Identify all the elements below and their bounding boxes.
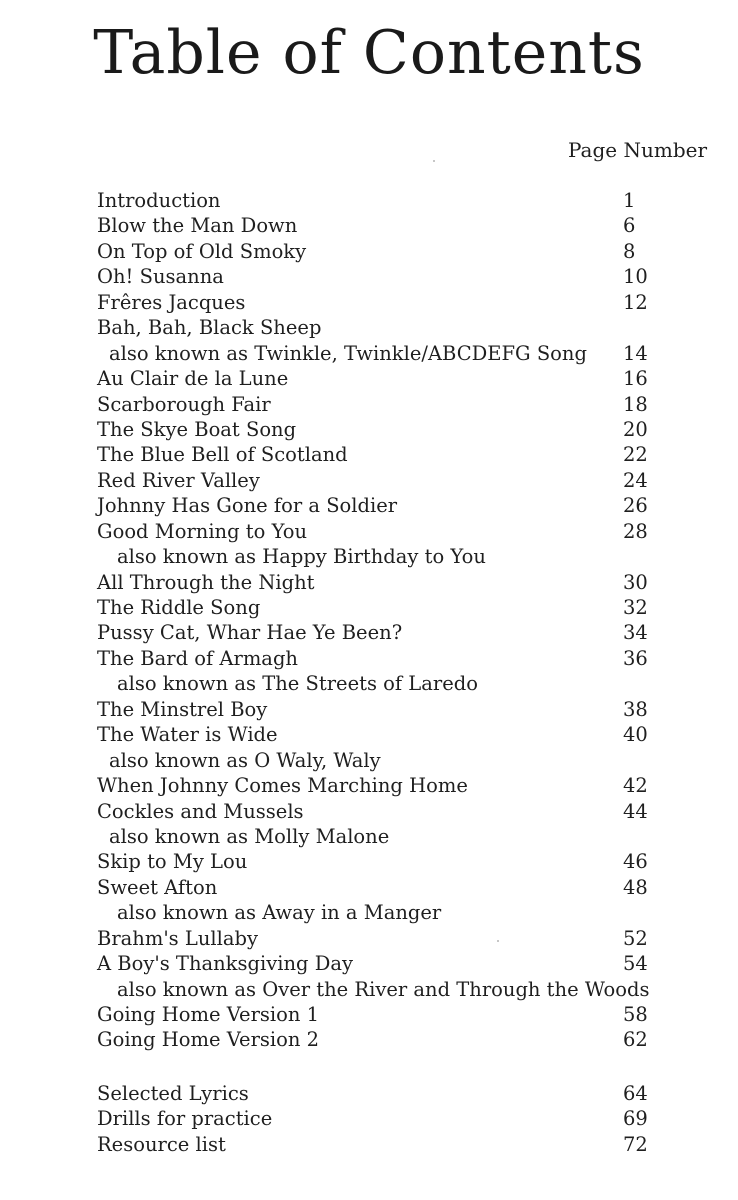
toc-entry — [97, 1081, 657, 1106]
toc-subentry — [97, 824, 657, 849]
toc-subentry — [97, 900, 657, 925]
toc-entry — [97, 366, 657, 391]
entry-title: also known as Over the River and Through the Woods — [117, 977, 650, 1001]
entry-page-number: 62 — [623, 1028, 648, 1052]
entry-title: The Water is Wide — [97, 723, 278, 747]
contents-list — [97, 188, 657, 1053]
entry-title: Going Home Version 2 — [97, 1028, 320, 1052]
toc-subentry — [97, 341, 657, 366]
toc-entry — [97, 468, 657, 493]
entry-page-number: 32 — [623, 596, 648, 619]
toc-entry — [97, 773, 657, 798]
entry-page-number: 28 — [623, 519, 648, 543]
entry-page-number: 40 — [623, 723, 648, 747]
toc-entry — [97, 493, 657, 518]
entry-title: Skip to My Lou — [97, 850, 248, 874]
entry-page-number: 24 — [623, 468, 648, 492]
toc-entry — [97, 264, 657, 289]
toc-entry — [97, 620, 657, 645]
entry-title: Drills for practice — [97, 1107, 273, 1131]
toc-entry — [97, 926, 657, 951]
entry-title: Selected Lyrics — [97, 1082, 249, 1105]
entry-page-number: 1 — [623, 189, 636, 212]
entry-title: Au Clair de la Lune — [97, 367, 289, 391]
paper-speck — [497, 940, 499, 942]
entry-title: Bah, Bah, Black Sheep — [97, 316, 322, 340]
entry-page-number: 72 — [623, 1132, 648, 1156]
toc-entry — [97, 722, 657, 747]
entry-title: Resource list — [97, 1132, 226, 1156]
entry-title: On Top of Old Smoky — [97, 239, 307, 263]
entry-page-number: 16 — [623, 367, 648, 391]
entry-page-number: 48 — [623, 875, 648, 899]
toc-entry — [97, 188, 657, 213]
entry-page-number: 38 — [623, 697, 648, 721]
entry-title: Introduction — [97, 189, 221, 212]
entry-page-number: 46 — [623, 850, 648, 874]
entry-page-number: 34 — [623, 621, 648, 645]
entry-page-number: 42 — [623, 774, 648, 798]
entry-page-number: 12 — [623, 290, 648, 314]
toc-entry — [97, 875, 657, 900]
page-title: Table of Contents — [93, 18, 645, 88]
page-number-column-header: Page Number — [568, 138, 708, 162]
toc-entry — [97, 290, 657, 315]
entry-page-number: 22 — [623, 443, 648, 467]
entry-title: Blow the Man Down — [97, 214, 298, 238]
paper-speck — [433, 160, 435, 162]
entry-title: also known as Twinkle, Twinkle/ABCDEFG Song — [109, 341, 587, 365]
entry-page-number: 8 — [623, 239, 636, 263]
toc-subentry — [97, 977, 657, 1002]
entry-title: Pussy Cat, Whar Hae Ye Been? — [97, 621, 403, 645]
toc-entry — [97, 417, 657, 442]
entry-page-number: 6 — [623, 214, 636, 238]
entry-title: also known as Molly Malone — [109, 824, 390, 848]
entry-title: The Minstrel Boy — [97, 697, 268, 721]
entry-page-number: 58 — [623, 1003, 648, 1026]
entry-title: Going Home Version 1 — [97, 1003, 320, 1026]
toc-entry — [97, 799, 657, 824]
entry-page-number: 26 — [623, 494, 648, 518]
entry-title: also known as O Waly, Waly — [109, 748, 381, 772]
entry-title: Scarborough Fair — [97, 392, 271, 416]
entry-page-number: 36 — [623, 646, 648, 670]
entry-page-number: 20 — [623, 417, 648, 441]
toc-entry — [97, 213, 657, 238]
entry-title: also known as The Streets of Laredo — [117, 672, 478, 696]
toc-entry — [97, 849, 657, 874]
entry-title: The Riddle Song — [97, 596, 261, 619]
appendix-list — [97, 1081, 657, 1157]
entry-page-number: 14 — [623, 341, 648, 365]
entry-title: also known as Happy Birthday to You — [117, 545, 486, 569]
entry-page-number: 18 — [623, 392, 648, 416]
toc-entry — [97, 1106, 657, 1131]
entry-page-number: 54 — [623, 952, 648, 976]
entry-title: The Blue Bell of Scotland — [97, 443, 348, 467]
toc-entry — [97, 697, 657, 722]
toc-entry — [97, 442, 657, 467]
entry-title: A Boy's Thanksgiving Day — [97, 952, 353, 976]
toc-entry — [97, 570, 657, 595]
entry-page-number: 69 — [623, 1107, 648, 1131]
toc-entry — [97, 951, 657, 976]
toc-subentry — [97, 544, 657, 569]
entry-title: Johnny Has Gone for a Soldier — [97, 494, 398, 518]
entry-title: The Bard of Armagh — [97, 646, 298, 670]
entry-title: Sweet Afton — [97, 875, 218, 899]
entry-page-number: 44 — [623, 799, 648, 823]
toc-entry — [97, 239, 657, 264]
entry-title: Frêres Jacques — [97, 290, 246, 314]
entry-title: All Through the Night — [97, 570, 315, 594]
entry-page-number: 52 — [623, 926, 648, 950]
toc-entry — [97, 315, 657, 340]
entry-title: Good Morning to You — [97, 519, 308, 543]
entry-page-number: 30 — [623, 570, 648, 594]
toc-subentry — [97, 671, 657, 696]
toc-entry — [97, 519, 657, 544]
entry-title: The Skye Boat Song — [97, 417, 297, 441]
entry-title: Oh! Susanna — [97, 265, 224, 289]
toc-subentry — [97, 748, 657, 773]
entry-title: When Johnny Comes Marching Home — [97, 774, 468, 798]
entry-title: Brahm's Lullaby — [97, 926, 258, 950]
entry-title: Cockles and Mussels — [97, 799, 304, 823]
toc-entry — [97, 1002, 657, 1027]
entry-page-number: 10 — [623, 265, 648, 289]
entry-title: Red River Valley — [97, 468, 260, 492]
entry-page-number: 64 — [623, 1082, 648, 1105]
toc-entry — [97, 1132, 657, 1157]
entry-title: also known as Away in a Manger — [117, 901, 442, 925]
toc-entry — [97, 392, 657, 417]
toc-entry — [97, 595, 657, 620]
toc-entry — [97, 646, 657, 671]
toc-entry — [97, 1027, 657, 1052]
